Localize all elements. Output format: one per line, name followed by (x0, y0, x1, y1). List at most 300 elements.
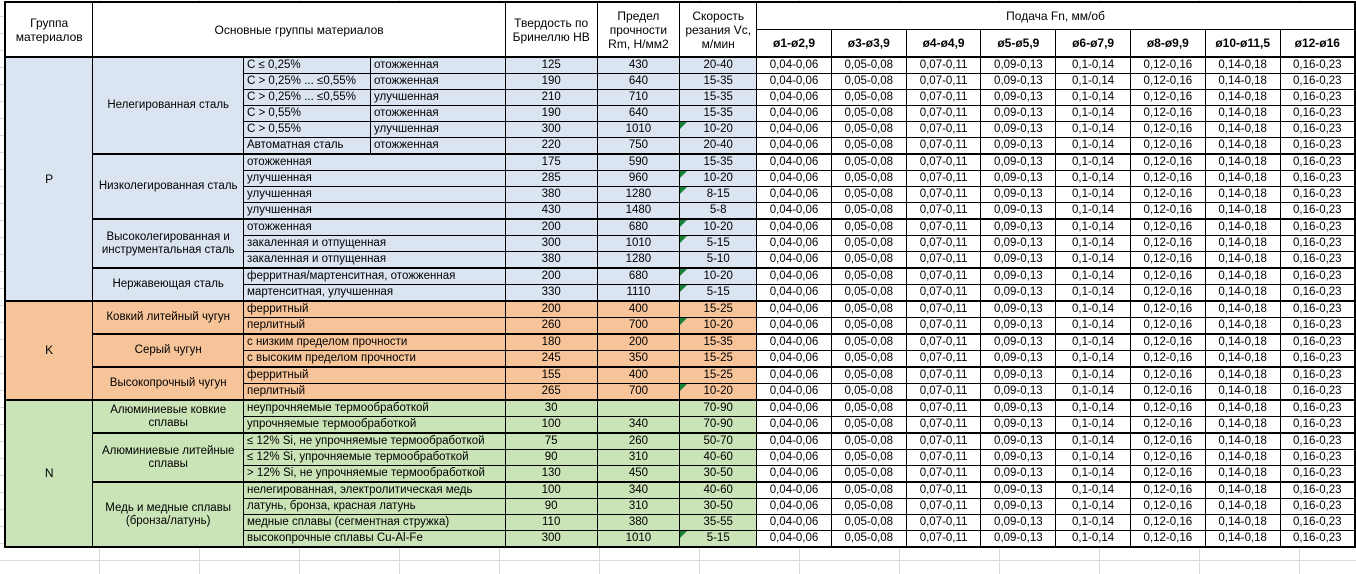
strength-cell: 450 (597, 466, 680, 483)
material-detail-cell: улучшенная (244, 171, 506, 187)
hardness-cell: 100 (505, 417, 597, 434)
strength-cell: 430 (597, 57, 680, 74)
feed-cell: 0,04-0,06 (757, 219, 832, 236)
subgroup-cell: Высокопрочный чугун (93, 367, 244, 400)
feed-cell: 0,05-0,08 (831, 57, 906, 74)
speed-cell: 15-35 (680, 334, 757, 351)
feed-cell: 0,05-0,08 (831, 268, 906, 285)
feed-cell: 0,04-0,06 (757, 285, 832, 302)
feed-cell: 0,12-0,16 (1130, 171, 1205, 187)
feed-cell: 0,05-0,08 (831, 122, 906, 138)
material-detail-cell: высокопрочные сплавы Cu-Al-Fe (244, 531, 506, 548)
feed-cell: 0,05-0,08 (831, 351, 906, 368)
header-feed-diameter-2: ø3-ø3,9 (831, 29, 906, 57)
subgroup-cell: Нержавеющая сталь (93, 268, 244, 301)
feed-cell: 0,14-0,18 (1205, 106, 1280, 122)
feed-cell: 0,04-0,06 (757, 252, 832, 269)
machining-parameters-table (4, 1, 1356, 548)
feed-cell: 0,07-0,11 (906, 236, 981, 252)
header-feed-diameter-1: ø1-ø2,9 (757, 29, 832, 57)
hardness-cell: 380 (505, 252, 597, 269)
feed-cell: 0,12-0,16 (1130, 285, 1205, 302)
feed-cell: 0,16-0,23 (1280, 433, 1355, 450)
hardness-cell: 265 (505, 384, 597, 401)
strength-cell: 340 (597, 482, 680, 499)
table-row (5, 154, 1355, 171)
feed-cell: 0,07-0,11 (906, 268, 981, 285)
feed-cell: 0,09-0,13 (981, 433, 1056, 450)
feed-cell: 0,04-0,06 (757, 154, 832, 171)
feed-cell: 0,05-0,08 (831, 106, 906, 122)
feed-cell: 0,09-0,13 (981, 154, 1056, 171)
feed-cell: 0,14-0,18 (1205, 318, 1280, 335)
strength-cell: 1010 (597, 122, 680, 138)
speed-cell: 20-40 (680, 57, 757, 74)
feed-cell: 0,07-0,11 (906, 450, 981, 466)
feed-cell: 0,04-0,06 (757, 499, 832, 515)
feed-cell: 0,14-0,18 (1205, 138, 1280, 155)
feed-cell: 0,09-0,13 (981, 301, 1056, 318)
feed-cell: 0,12-0,16 (1130, 318, 1205, 335)
feed-cell: 0,09-0,13 (981, 334, 1056, 351)
feed-cell: 0,07-0,11 (906, 252, 981, 269)
hardness-cell: 125 (505, 57, 597, 74)
header-brinell-hardness: Твердость по Бринеллю HB (505, 2, 597, 57)
feed-cell: 0,04-0,06 (757, 301, 832, 318)
material-detail-cell: ≤ 12% Si, не упрочняемые термообработкой (244, 433, 506, 450)
feed-cell: 0,09-0,13 (981, 138, 1056, 155)
hardness-cell: 285 (505, 171, 597, 187)
feed-cell: 0,07-0,11 (906, 515, 981, 531)
feed-cell: 0,05-0,08 (831, 74, 906, 90)
feed-cell: 0,1-0,14 (1056, 334, 1131, 351)
feed-cell: 0,1-0,14 (1056, 122, 1131, 138)
feed-cell: 0,05-0,08 (831, 171, 906, 187)
material-detail-cell: ферритный (244, 367, 506, 384)
feed-cell: 0,16-0,23 (1280, 122, 1355, 138)
error-indicator-triangle (680, 531, 687, 538)
table-row (5, 219, 1355, 236)
feed-cell: 0,04-0,06 (757, 400, 832, 417)
strength-cell: 680 (597, 219, 680, 236)
feed-cell: 0,14-0,18 (1205, 187, 1280, 203)
feed-cell: 0,1-0,14 (1056, 268, 1131, 285)
feed-cell: 0,14-0,18 (1205, 499, 1280, 515)
feed-cell: 0,07-0,11 (906, 318, 981, 335)
feed-cell: 0,1-0,14 (1056, 187, 1131, 203)
error-indicator-triangle (680, 220, 687, 227)
feed-cell: 0,16-0,23 (1280, 236, 1355, 252)
hardness-cell: 30 (505, 400, 597, 417)
feed-cell: 0,05-0,08 (831, 318, 906, 335)
hardness-cell: 200 (505, 219, 597, 236)
feed-cell: 0,16-0,23 (1280, 515, 1355, 531)
feed-cell: 0,16-0,23 (1280, 334, 1355, 351)
feed-cell: 0,14-0,18 (1205, 57, 1280, 74)
feed-cell: 0,12-0,16 (1130, 450, 1205, 466)
hardness-cell: 175 (505, 154, 597, 171)
speed-cell: 5-8 (680, 203, 757, 220)
strength-cell: 310 (597, 499, 680, 515)
feed-cell: 0,16-0,23 (1280, 219, 1355, 236)
feed-cell: 0,04-0,06 (757, 417, 832, 434)
header-feed-diameter-6: ø8-ø9,9 (1130, 29, 1205, 57)
group-cell: N (5, 400, 93, 547)
feed-cell: 0,07-0,11 (906, 367, 981, 384)
speed-cell: 10-20 (680, 318, 757, 335)
hardness-cell: 200 (505, 268, 597, 285)
group-cell: K (5, 301, 93, 400)
feed-cell: 0,14-0,18 (1205, 219, 1280, 236)
header-feed-diameter-7: ø10-ø11,5 (1205, 29, 1280, 57)
hardness-cell: 245 (505, 351, 597, 368)
feed-cell: 0,12-0,16 (1130, 57, 1205, 74)
feed-cell: 0,07-0,11 (906, 433, 981, 450)
feed-cell: 0,04-0,06 (757, 334, 832, 351)
feed-cell: 0,1-0,14 (1056, 74, 1131, 90)
feed-cell: 0,04-0,06 (757, 531, 832, 548)
feed-cell: 0,05-0,08 (831, 450, 906, 466)
strength-cell: 700 (597, 384, 680, 401)
feed-cell: 0,09-0,13 (981, 367, 1056, 384)
hardness-cell: 330 (505, 285, 597, 302)
material-detail-cell: отожженная (244, 154, 506, 171)
feed-cell: 0,07-0,11 (906, 187, 981, 203)
speed-cell: 5-15 (680, 531, 757, 548)
speed-cell: 40-60 (680, 482, 757, 499)
hardness-cell: 220 (505, 138, 597, 155)
hardness-cell: 110 (505, 515, 597, 531)
feed-cell: 0,12-0,16 (1130, 74, 1205, 90)
material-detail-cell: перлитный (244, 318, 506, 335)
feed-cell: 0,07-0,11 (906, 219, 981, 236)
subgroup-cell: Алюминиевые ковкие сплавы (93, 400, 244, 433)
material-state-cell: улучшенная (370, 122, 505, 138)
feed-cell: 0,1-0,14 (1056, 450, 1131, 466)
table-row (5, 301, 1355, 318)
header-material-group: Группа материалов (5, 2, 93, 57)
feed-cell: 0,05-0,08 (831, 482, 906, 499)
table-row (5, 482, 1355, 499)
subgroup-cell: Серый чугун (93, 334, 244, 367)
feed-cell: 0,09-0,13 (981, 417, 1056, 434)
feed-cell: 0,1-0,14 (1056, 318, 1131, 335)
speed-cell: 10-20 (680, 171, 757, 187)
speed-cell: 15-25 (680, 351, 757, 368)
feed-cell: 0,05-0,08 (831, 417, 906, 434)
material-detail-cell: > 12% Si, не упрочняемые термообработкой (244, 466, 506, 483)
feed-cell: 0,12-0,16 (1130, 515, 1205, 531)
feed-cell: 0,12-0,16 (1130, 400, 1205, 417)
feed-cell: 0,16-0,23 (1280, 90, 1355, 106)
material-detail-cell: ферритная/мартенситная, отожженная (244, 268, 506, 285)
error-indicator-triangle (680, 171, 687, 178)
feed-cell: 0,05-0,08 (831, 203, 906, 220)
speed-cell: 5-15 (680, 236, 757, 252)
feed-cell: 0,16-0,23 (1280, 499, 1355, 515)
strength-cell: 640 (597, 106, 680, 122)
feed-cell: 0,09-0,13 (981, 203, 1056, 220)
feed-cell: 0,14-0,18 (1205, 482, 1280, 499)
hardness-cell: 190 (505, 106, 597, 122)
feed-cell: 0,16-0,23 (1280, 187, 1355, 203)
feed-cell: 0,1-0,14 (1056, 138, 1131, 155)
feed-cell: 0,12-0,16 (1130, 219, 1205, 236)
feed-cell: 0,1-0,14 (1056, 106, 1131, 122)
error-indicator-triangle (680, 318, 687, 325)
feed-cell: 0,12-0,16 (1130, 466, 1205, 483)
feed-cell: 0,12-0,16 (1130, 334, 1205, 351)
speed-cell: 20-40 (680, 138, 757, 155)
material-detail-cell: неупрочняемые термообработкой (244, 400, 506, 417)
material-detail-cell: ферритный (244, 301, 506, 318)
subgroup-cell: Низколегированная сталь (93, 154, 244, 219)
feed-cell: 0,09-0,13 (981, 531, 1056, 548)
header-feed-title: Подача Fn, мм/об (757, 2, 1355, 29)
feed-cell: 0,09-0,13 (981, 515, 1056, 531)
feed-cell: 0,05-0,08 (831, 285, 906, 302)
material-state-cell: отожженная (370, 57, 505, 74)
feed-cell: 0,16-0,23 (1280, 154, 1355, 171)
speed-cell: 15-25 (680, 301, 757, 318)
feed-cell: 0,14-0,18 (1205, 171, 1280, 187)
hardness-cell: 260 (505, 318, 597, 335)
feed-cell: 0,04-0,06 (757, 236, 832, 252)
feed-cell: 0,09-0,13 (981, 236, 1056, 252)
feed-cell: 0,14-0,18 (1205, 236, 1280, 252)
feed-cell: 0,05-0,08 (831, 499, 906, 515)
feed-cell: 0,1-0,14 (1056, 433, 1131, 450)
feed-cell: 0,07-0,11 (906, 57, 981, 74)
feed-cell: 0,04-0,06 (757, 171, 832, 187)
feed-cell: 0,12-0,16 (1130, 252, 1205, 269)
strength-cell: 700 (597, 318, 680, 335)
strength-cell: 1010 (597, 531, 680, 548)
feed-cell: 0,07-0,11 (906, 334, 981, 351)
material-detail-cell: латунь, бронза, красная латунь (244, 499, 506, 515)
table-row (5, 57, 1355, 74)
table-row (5, 367, 1355, 384)
feed-cell: 0,12-0,16 (1130, 106, 1205, 122)
header-feed-diameter-3: ø4-ø4,9 (906, 29, 981, 57)
feed-cell: 0,1-0,14 (1056, 236, 1131, 252)
feed-cell: 0,05-0,08 (831, 301, 906, 318)
feed-cell: 0,04-0,06 (757, 384, 832, 401)
speed-cell: 8-15 (680, 187, 757, 203)
header-cutting-speed: Скорость резания Vc, м/мин (680, 2, 757, 57)
feed-cell: 0,12-0,16 (1130, 384, 1205, 401)
feed-cell: 0,16-0,23 (1280, 318, 1355, 335)
feed-cell: 0,14-0,18 (1205, 367, 1280, 384)
feed-cell: 0,12-0,16 (1130, 499, 1205, 515)
speed-cell: 15-25 (680, 367, 757, 384)
strength-cell: 350 (597, 351, 680, 368)
feed-cell: 0,09-0,13 (981, 122, 1056, 138)
feed-cell: 0,1-0,14 (1056, 285, 1131, 302)
feed-cell: 0,1-0,14 (1056, 57, 1131, 74)
feed-cell: 0,16-0,23 (1280, 450, 1355, 466)
material-detail-cell: Автоматная сталь (244, 138, 371, 155)
subgroup-cell: Медь и медные сплавы (бронза/латунь) (93, 482, 244, 547)
material-detail-cell: с высоким пределом прочности (244, 351, 506, 368)
feed-cell: 0,14-0,18 (1205, 400, 1280, 417)
feed-cell: 0,1-0,14 (1056, 171, 1131, 187)
feed-cell: 0,16-0,23 (1280, 106, 1355, 122)
feed-cell: 0,04-0,06 (757, 187, 832, 203)
error-indicator-triangle (680, 122, 687, 129)
feed-cell: 0,09-0,13 (981, 384, 1056, 401)
hardness-cell: 300 (505, 122, 597, 138)
feed-cell: 0,05-0,08 (831, 466, 906, 483)
strength-cell: 340 (597, 417, 680, 434)
speed-cell: 10-20 (680, 384, 757, 401)
feed-cell: 0,07-0,11 (906, 285, 981, 302)
feed-cell: 0,1-0,14 (1056, 400, 1131, 417)
feed-cell: 0,16-0,23 (1280, 384, 1355, 401)
hardness-cell: 190 (505, 74, 597, 90)
material-state-cell: отожженная (370, 138, 505, 155)
table-row (5, 433, 1355, 450)
strength-cell: 680 (597, 268, 680, 285)
feed-cell: 0,09-0,13 (981, 318, 1056, 335)
feed-cell: 0,16-0,23 (1280, 171, 1355, 187)
speed-cell: 70-90 (680, 400, 757, 417)
material-detail-cell: C ≤ 0,25% (244, 57, 371, 74)
feed-cell: 0,04-0,06 (757, 106, 832, 122)
feed-cell: 0,07-0,11 (906, 171, 981, 187)
feed-cell: 0,1-0,14 (1056, 417, 1131, 434)
feed-cell: 0,05-0,08 (831, 236, 906, 252)
feed-cell: 0,07-0,11 (906, 482, 981, 499)
strength-cell: 960 (597, 171, 680, 187)
feed-cell: 0,16-0,23 (1280, 252, 1355, 269)
hardness-cell: 430 (505, 203, 597, 220)
material-detail-cell: C > 0,25% ... ≤0,55% (244, 74, 371, 90)
feed-cell: 0,09-0,13 (981, 171, 1056, 187)
feed-cell: 0,05-0,08 (831, 531, 906, 548)
feed-cell: 0,05-0,08 (831, 367, 906, 384)
material-detail-cell: упрочняемые термообработкой (244, 417, 506, 434)
feed-cell: 0,12-0,16 (1130, 367, 1205, 384)
feed-cell: 0,14-0,18 (1205, 301, 1280, 318)
feed-cell: 0,14-0,18 (1205, 417, 1280, 434)
error-indicator-triangle (680, 285, 687, 292)
strength-cell: 310 (597, 450, 680, 466)
feed-cell: 0,1-0,14 (1056, 515, 1131, 531)
feed-cell: 0,07-0,11 (906, 384, 981, 401)
speed-cell: 10-20 (680, 122, 757, 138)
hardness-cell: 200 (505, 301, 597, 318)
feed-cell: 0,16-0,23 (1280, 466, 1355, 483)
feed-cell: 0,14-0,18 (1205, 285, 1280, 302)
feed-cell: 0,14-0,18 (1205, 203, 1280, 220)
hardness-cell: 75 (505, 433, 597, 450)
feed-cell: 0,09-0,13 (981, 252, 1056, 269)
feed-cell: 0,14-0,18 (1205, 515, 1280, 531)
material-detail-cell: медные сплавы (сегментная стружка) (244, 515, 506, 531)
subgroup-cell: Ковкий литейный чугун (93, 301, 244, 334)
header-feed-diameter-8: ø12-ø16 (1280, 29, 1355, 57)
feed-cell: 0,16-0,23 (1280, 367, 1355, 384)
speed-cell: 10-20 (680, 268, 757, 285)
hardness-cell: 210 (505, 90, 597, 106)
feed-cell: 0,04-0,06 (757, 57, 832, 74)
feed-cell: 0,07-0,11 (906, 90, 981, 106)
feed-cell: 0,05-0,08 (831, 334, 906, 351)
feed-cell: 0,1-0,14 (1056, 252, 1131, 269)
feed-cell: 0,1-0,14 (1056, 219, 1131, 236)
feed-cell: 0,07-0,11 (906, 301, 981, 318)
error-indicator-triangle (680, 187, 687, 194)
feed-cell: 0,09-0,13 (981, 268, 1056, 285)
strength-cell: 1110 (597, 285, 680, 302)
feed-cell: 0,07-0,11 (906, 122, 981, 138)
feed-cell: 0,12-0,16 (1130, 433, 1205, 450)
feed-cell: 0,1-0,14 (1056, 351, 1131, 368)
feed-cell: 0,04-0,06 (757, 268, 832, 285)
feed-cell: 0,09-0,13 (981, 219, 1056, 236)
feed-cell: 0,1-0,14 (1056, 482, 1131, 499)
feed-cell: 0,07-0,11 (906, 499, 981, 515)
material-detail-cell: перлитный (244, 384, 506, 401)
feed-cell: 0,05-0,08 (831, 138, 906, 155)
feed-cell: 0,05-0,08 (831, 384, 906, 401)
material-state-cell: отожженная (370, 74, 505, 90)
feed-cell: 0,12-0,16 (1130, 187, 1205, 203)
feed-cell: 0,07-0,11 (906, 154, 981, 171)
speed-cell: 30-50 (680, 499, 757, 515)
feed-cell: 0,14-0,18 (1205, 531, 1280, 548)
strength-cell: 400 (597, 367, 680, 384)
feed-cell: 0,14-0,18 (1205, 334, 1280, 351)
strength-cell: 1280 (597, 252, 680, 269)
subgroup-cell: Высоколегированная и инструментальная сталь (93, 219, 244, 268)
strength-cell: 710 (597, 90, 680, 106)
feed-cell: 0,14-0,18 (1205, 351, 1280, 368)
group-cell: P (5, 57, 93, 301)
feed-cell: 0,09-0,13 (981, 499, 1056, 515)
speed-cell: 10-20 (680, 219, 757, 236)
material-detail-cell: мартенситная, улучшенная (244, 285, 506, 302)
feed-cell: 0,16-0,23 (1280, 351, 1355, 368)
hardness-cell: 300 (505, 531, 597, 548)
feed-cell: 0,14-0,18 (1205, 268, 1280, 285)
feed-cell: 0,07-0,11 (906, 531, 981, 548)
material-detail-cell: C > 0,25% ... ≤0,55% (244, 90, 371, 106)
table-row (5, 268, 1355, 285)
feed-cell: 0,05-0,08 (831, 515, 906, 531)
feed-cell: 0,12-0,16 (1130, 531, 1205, 548)
speed-cell: 15-35 (680, 74, 757, 90)
header-main-material-groups: Основные группы материалов (93, 2, 505, 57)
feed-cell: 0,12-0,16 (1130, 138, 1205, 155)
error-indicator-triangle (680, 384, 687, 391)
feed-cell: 0,1-0,14 (1056, 154, 1131, 171)
material-detail-cell: C > 0,55% (244, 122, 371, 138)
feed-cell: 0,04-0,06 (757, 318, 832, 335)
feed-cell: 0,12-0,16 (1130, 301, 1205, 318)
feed-cell: 0,1-0,14 (1056, 90, 1131, 106)
feed-cell: 0,16-0,23 (1280, 285, 1355, 302)
feed-cell: 0,14-0,18 (1205, 74, 1280, 90)
material-detail-cell: улучшенная (244, 187, 506, 203)
error-indicator-triangle (680, 269, 687, 276)
feed-cell: 0,16-0,23 (1280, 138, 1355, 155)
feed-cell: 0,09-0,13 (981, 57, 1056, 74)
hardness-cell: 90 (505, 499, 597, 515)
feed-cell: 0,16-0,23 (1280, 74, 1355, 90)
strength-cell: 590 (597, 154, 680, 171)
